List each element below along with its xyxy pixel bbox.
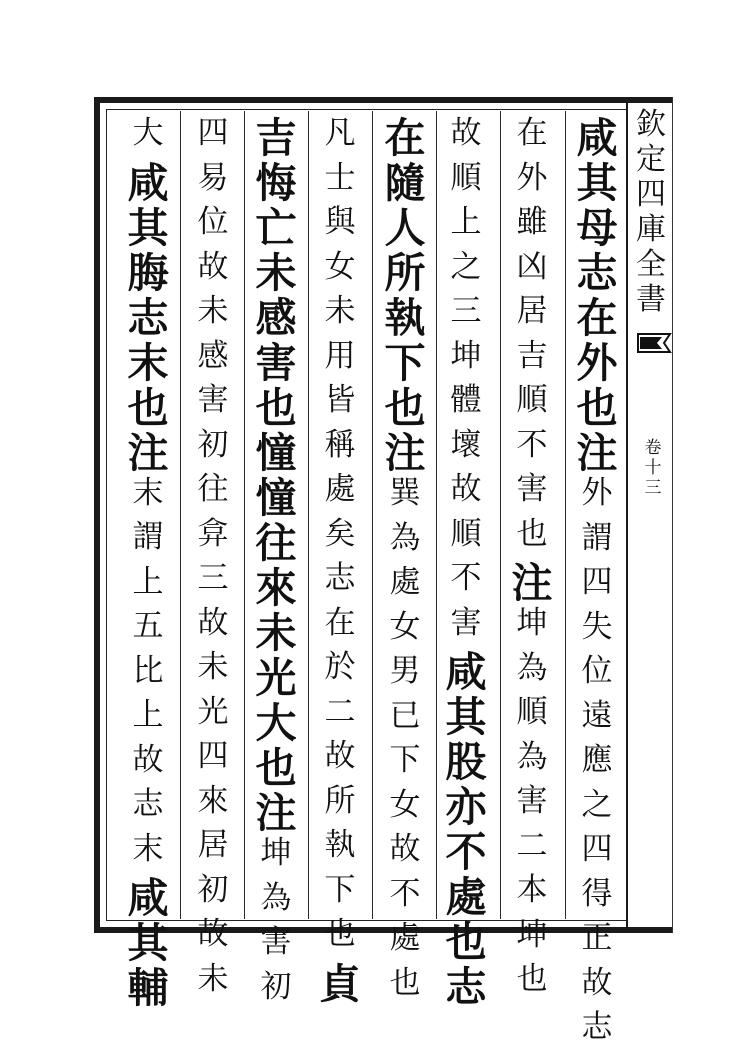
glyph: 謂 [581,519,613,556]
glyph: 其 [127,919,169,967]
text-column [189,115,237,997]
glyph: 感 [197,337,229,374]
glyph: 志 [127,293,169,342]
glyph: 順 [450,515,482,552]
margin-volume-number [638,440,668,500]
glyph: 二 [516,827,548,864]
margin-char: 全 [636,247,666,282]
commentary-segment [581,475,613,1057]
glyph: 之 [581,786,613,823]
glyph: 憧 [255,474,297,522]
glyph: 志 [132,786,164,822]
text-column [442,115,490,1011]
glyph: 與 [324,204,356,240]
glyph: 往 [197,471,229,507]
commentary-segment [132,115,164,163]
glyph: 皆 [324,382,356,418]
glyph: 故 [197,916,229,952]
glyph: 在 [516,115,548,151]
column-rule [436,111,437,919]
text-column [508,115,556,997]
glyph: 未 [197,649,229,685]
glyph: 故 [197,604,229,641]
glyph: 用 [324,337,356,374]
glyph: 注 [576,429,618,477]
main-text-segment [384,114,426,433]
margin-spine-line [672,97,673,933]
glyph: 吉 [255,114,297,162]
glyph: 也 [516,515,548,552]
glyph: 比 [132,652,164,689]
glyph: 未 [255,609,297,657]
glyph: 不 [389,875,421,912]
glyph: 坤 [516,916,548,953]
glyph: 四 [581,831,613,867]
glyph: 隨 [384,159,426,207]
glyph: 在 [576,294,618,342]
glyph: 雖 [516,204,548,240]
glyph: 處 [389,564,421,600]
glyph: 故 [324,738,356,774]
glyph: 三 [197,560,229,596]
glyph: 壞 [450,426,482,463]
glyph: 稱 [324,426,356,463]
glyph: 亦 [445,783,487,831]
glyph: 上 [132,697,164,733]
main-text-segment [127,428,169,478]
glyph: 吉 [516,337,548,374]
glyph: 坤 [450,337,482,374]
column-rule [180,111,181,919]
glyph: 故 [581,964,613,1001]
glyph: 輔 [127,964,169,1012]
text-column [573,114,621,1045]
glyph: 末 [127,338,169,387]
main-text-segment [127,874,169,1013]
main-text-segment [255,114,297,793]
glyph: 順 [450,159,482,196]
glyph: 咸 [127,874,169,922]
main-text-segment [127,158,169,433]
main-text-segment [255,789,297,838]
margin-char: 十 [644,458,662,478]
glyph: 故 [132,741,164,778]
margin-char: 定 [636,142,666,177]
glyph: 害 [255,339,297,387]
glyph: 男 [389,653,421,689]
commentary-segment [132,474,164,879]
glyph: 注 [511,559,553,607]
glyph: 害 [260,924,292,960]
glyph: 凡 [324,115,356,151]
glyph: 處 [445,873,487,921]
glyph: 志 [576,249,618,297]
glyph: 人 [384,204,426,252]
glyph: 遠 [581,697,613,734]
glyph: 女 [389,786,421,823]
glyph: 故 [197,248,229,285]
text-column [381,114,429,1001]
glyph: 來 [255,564,297,612]
glyph: 母 [576,204,618,252]
glyph: 易 [197,159,229,196]
glyph: 未 [197,960,229,997]
glyph: 順 [516,694,548,730]
glyph: 也 [384,384,426,432]
glyph: 順 [516,382,548,418]
glyph: 四 [197,115,229,151]
main-text-segment [511,559,553,608]
glyph: 為 [389,519,421,556]
glyph: 在 [324,604,356,641]
glyph: 志 [324,560,356,596]
glyph: 得 [581,875,613,912]
page-border-right [626,97,628,933]
commentary-segment [516,115,548,563]
glyph: 矣 [324,515,356,552]
glyph: 未 [255,249,297,297]
glyph: 注 [127,428,169,477]
glyph: 坤 [516,605,548,641]
glyph: 處 [389,920,421,956]
glyph: 也 [255,384,297,432]
glyph: 執 [384,294,426,342]
glyph: 初 [197,426,229,463]
glyph: 初 [197,871,229,908]
margin-char: 四 [636,177,666,212]
glyph: 外 [516,159,548,196]
glyph: 體 [450,382,482,418]
column-rule [372,111,373,919]
glyph: 害 [516,471,548,507]
glyph: 咸 [127,158,169,207]
glyph: 未 [197,293,229,329]
commentary-segment [260,835,292,1016]
glyph: 志 [445,963,487,1011]
glyph: 四 [581,564,613,600]
glyph: 位 [581,653,613,689]
margin-book-title [634,107,668,320]
glyph: 下 [384,339,426,387]
glyph: 末 [132,474,164,511]
glyph: 光 [255,654,297,702]
text-column [316,115,364,1008]
glyph: 初 [260,968,292,1005]
glyph: 為 [516,649,548,686]
glyph: 大 [132,115,164,151]
glyph: 謂 [132,519,164,555]
glyph: 害 [450,604,482,641]
glyph: 感 [255,294,297,342]
glyph: 應 [581,742,613,778]
glyph: 下 [324,871,356,908]
glyph: 上 [450,204,482,240]
glyph: 其 [576,159,618,207]
glyph: 大 [255,699,297,747]
commentary-segment [516,605,548,1009]
glyph: 亡 [255,204,297,252]
glyph: 不 [450,560,482,596]
glyph: 光 [197,693,229,730]
margin-char: 庫 [636,212,666,247]
glyph: 執 [324,827,356,863]
glyph: 也 [324,916,356,952]
glyph: 其 [127,203,169,252]
glyph: 注 [384,429,426,477]
glyph: 害 [197,382,229,418]
glyph: 也 [516,961,548,997]
glyph: 女 [324,248,356,285]
margin-char: 欽 [636,107,666,142]
glyph: 巽 [389,475,421,511]
glyph: 下 [389,742,421,778]
glyph: 往 [255,519,297,567]
glyph: 外 [576,339,618,387]
glyph: 女 [389,608,421,645]
commentary-segment [450,115,482,652]
margin-char: 書 [636,282,666,317]
glyph: 外 [581,475,613,511]
glyph: 注 [255,789,297,837]
glyph: 本 [516,872,548,908]
glyph: 上 [132,563,164,600]
glyph: 故 [450,115,482,151]
glyph: 也 [576,384,618,432]
glyph: 在 [384,114,426,162]
glyph: 三 [450,293,482,329]
glyph: 五 [132,608,164,644]
main-text-segment [384,429,426,478]
glyph: 凶 [516,248,548,285]
glyph: 故 [389,831,421,867]
commentary-segment [389,475,421,1012]
glyph: 正 [581,920,613,956]
margin-char: 卷 [644,438,662,458]
text-column [124,115,172,1012]
glyph: 坤 [260,835,292,871]
glyph: 二 [324,693,356,730]
glyph: 也 [255,744,297,792]
glyph: 所 [324,782,356,819]
glyph: 也 [445,918,487,966]
column-rule [308,111,309,919]
glyph: 故 [450,471,482,507]
glyph: 為 [260,879,292,916]
column-rule [244,111,245,919]
main-text-segment [319,959,361,1009]
glyph: 士 [324,159,356,196]
glyph: 所 [384,249,426,297]
glyph: 咸 [576,114,618,162]
main-text-segment [576,114,618,433]
glyph: 咸 [445,648,487,696]
glyph: 股 [445,738,487,786]
glyph: 已 [389,697,421,734]
glyph: 處 [324,471,356,507]
glyph: 不 [516,426,548,463]
glyph: 位 [197,204,229,240]
glyph: 害 [516,783,548,819]
glyph: 為 [516,738,548,775]
glyph: 憧 [255,429,297,477]
glyph: 貞 [319,959,361,1008]
glyph: 脢 [127,248,169,297]
glyph: 居 [197,827,229,863]
commentary-segment [197,115,229,1008]
glyph: 不 [445,828,487,876]
glyph: 於 [324,649,356,685]
text-column [252,114,300,1005]
glyph: 其 [445,693,487,741]
column-rule [500,111,501,919]
glyph: 四 [197,738,229,774]
column-rule [565,111,566,919]
main-text-segment [576,429,618,478]
glyph: 悔 [255,159,297,207]
glyph: 居 [516,293,548,329]
glyph: 末 [132,830,164,867]
margin-char: 三 [644,478,662,498]
glyph: 未 [324,293,356,329]
glyph: 志 [581,1009,613,1045]
glyph: 弇 [197,515,229,552]
glyph: 失 [581,608,613,645]
glyph: 來 [197,782,229,819]
commentary-segment [324,115,356,964]
fish-tail-mark-icon [636,330,672,356]
glyph: 也 [389,964,421,1001]
glyph: 之 [450,248,482,285]
glyph: 也 [127,383,169,432]
main-text-segment [445,648,487,1012]
